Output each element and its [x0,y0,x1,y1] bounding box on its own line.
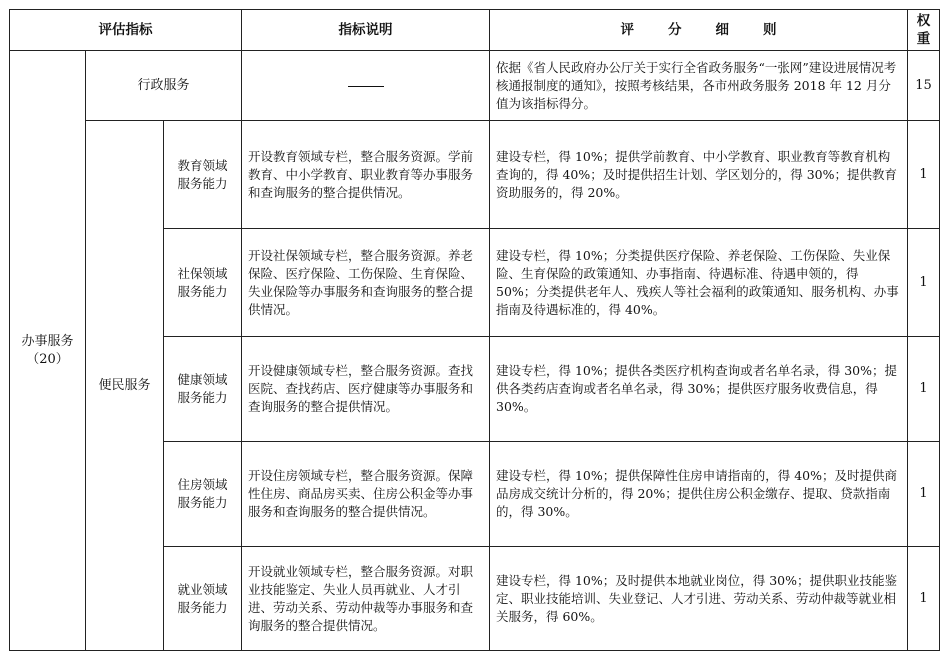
admin-service-description-cell [242,51,490,121]
row-weight: 1 [908,337,940,442]
row-name-line1: 社保领域 [177,265,228,281]
header-weight: 权重 [908,10,940,51]
row-weight: 1 [908,121,940,229]
row-weight: 1 [908,229,940,337]
row-name [164,121,242,229]
row-name-line2: 服务能力 [177,283,228,299]
row-name-line2: 服务能力 [177,175,228,191]
row-scoring: 建设专栏，得 10%；分类提供医疗保险、养老保险、工伤保险、失业保险、生育保险的政策通知、办事指南、待遇标准、待遇申领的，得 50%；分类提供老年人、残疾人等社会福利的政策通知、服务机构、办事指南及待遇标准的，得 40%。 [490,229,908,337]
row-description: 开设教育领域专栏，整合服务资源。学前教育、中小学教育、职业教育等办事服务和查询服务的整合提供情况。 [242,121,490,229]
row-scoring: 建设专栏，得 10%；及时提供本地就业岗位，得 30%；提供职业技能鉴定、职业技能培训、失业登记、人才引进、劳动关系、劳动仲裁等就业相关服务，得 60%。 [490,547,908,651]
admin-service-name: 行政服务 [86,51,242,121]
row-name [164,442,242,547]
admin-service-scoring: 依据《省人民政府办公厅关于实行全省政务服务“一张网”建设进展情况考核通报制度的通知》，按照考核结果，各市州政务服务 2018 年 12 月分值为该指标得分。 [490,51,908,121]
row-scoring: 建设专栏，得 10%；提供学前教育、中小学教育、职业教育等教育机构查询的，得 40%；及时提供招生计划、学区划分的，得 30%；提供教育资助服务的，得 20%。 [490,121,908,229]
row-name-line1: 住房领域 [177,477,228,492]
row-name [164,229,242,337]
row-description: 开设住房领域专栏，整合服务资源。保障性住房、商品房买卖、住房公积金等办事服务和查询服务的整合提供情况。 [242,442,490,547]
header-description: 指标说明 [242,10,490,51]
header-row [10,10,940,51]
row-name [164,547,242,651]
table-row [10,121,940,229]
row-scoring: 建设专栏，得 10%；提供保障性住房申请指南的，得 40%；及时提供商品房成交统计分析的，得 20%；提供住房公积金缴存、提取、贷款指南的，得 30%。 [490,442,908,547]
convenience-service-name: 便民服务 [86,121,164,651]
dash-placeholder [348,86,384,87]
evaluation-table [9,9,940,651]
row-weight: 1 [908,547,940,651]
row-weight: 1 [908,442,940,547]
row-name-line1: 就业领域 [177,581,228,597]
table-row-admin [10,51,940,121]
row-name-line2: 服务能力 [177,495,228,510]
row-name-line2: 服务能力 [177,390,228,405]
admin-service-weight: 15 [908,51,940,121]
level1-name: 办事服务 [21,333,74,349]
row-description: 开设社保领域专栏，整合服务资源。养老保险、医疗保险、工伤保险、生育保险、失业保险等办事服务和查询服务的整合提供情况。 [242,229,490,337]
row-name-line2: 服务能力 [177,599,228,615]
header-scoring: 评分细则 [490,10,908,51]
level1-cell [10,51,86,651]
row-name-line1: 教育领域 [177,157,228,173]
row-name-line1: 健康领域 [177,372,228,387]
row-scoring: 建设专栏，得 10%；提供各类医疗机构查询或者名单名录，得 30%；提供各类药店查询或者名单名录，得 30%；提供医疗服务收费信息，得 30%。 [490,337,908,442]
row-name [164,337,242,442]
row-description: 开设健康领域专栏，整合服务资源。查找医院、查找药店、医疗健康等办事服务和查询服务的整合提供情况。 [242,337,490,442]
header-indicator: 评估指标 [10,10,242,51]
row-description: 开设就业领域专栏，整合服务资源。对职业技能鉴定、失业人员再就业、人才引进、劳动关系、劳动仲裁等办事服务和查询服务的整合提供情况。 [242,547,490,651]
level1-score: （20） [26,351,69,367]
